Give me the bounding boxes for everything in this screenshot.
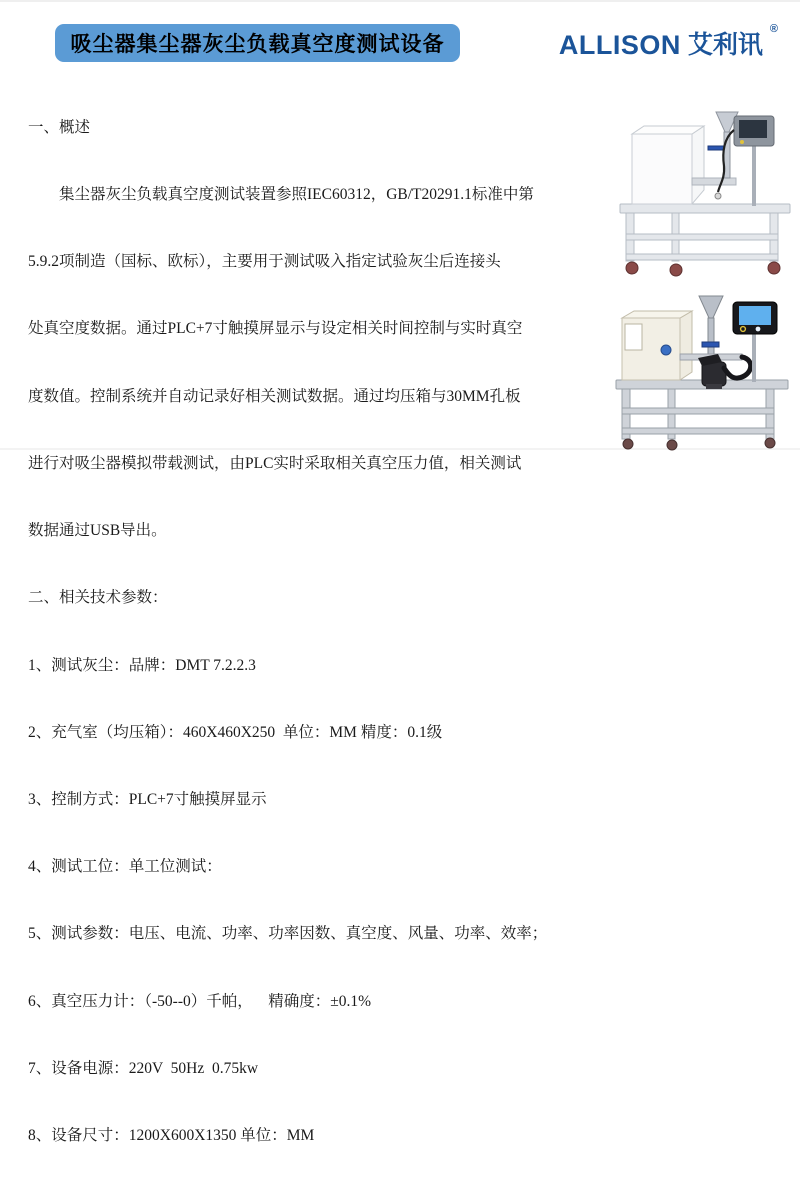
overview-line: 集尘器灰尘负载真空度测试装置参照IEC60312，GB/T20291.1标准中第 — [59, 186, 534, 204]
spec-item: 7、设备电源：220V 50Hz 0.75kw — [28, 1059, 259, 1077]
spec-item: 1、测试灰尘：品牌：DMT 7.2.2.3 — [28, 656, 256, 674]
test-rig-photo-drawing — [606, 284, 798, 450]
outlet-pipe — [692, 178, 736, 185]
valve-handle — [702, 342, 719, 347]
panel-pole — [752, 334, 756, 382]
control-panel — [734, 116, 774, 146]
table-frame — [616, 380, 788, 439]
spec-item: 3、控制方式：PLC+7寸触摸屏显示 — [28, 791, 267, 808]
pressure-chamber-box — [622, 311, 692, 380]
brand-name-cn: 艾利讯 — [687, 31, 763, 59]
page-title-text: 吸尘器集尘器灰尘负载真空度测试设备 — [70, 32, 445, 56]
spec-item: 6、真空压力计：（-50--0）千帕， 精确度：±0.1% — [28, 992, 372, 1010]
overview-line: 5.9.2项制造（国标、欧标），主要用于测试吸入指定试验灰尘后连接头 — [28, 253, 501, 271]
test-rig-photo-image — [606, 284, 798, 450]
panel-pole — [752, 144, 756, 206]
power-plug — [715, 193, 721, 199]
table-frame — [620, 204, 790, 261]
spec-item: 4、测试工位：单工位测试： — [28, 858, 222, 876]
blue-port — [661, 345, 671, 355]
overview-line: 数据通过USB导出。 — [28, 522, 167, 540]
pressure-chamber-box — [632, 126, 704, 204]
brand-name-en: ALLISON — [558, 30, 681, 60]
spec-item: 2、充气室（均压箱）：460X460X250 单位：MM 精度：0.1级 — [28, 723, 443, 741]
overview-line: 进行对吸尘器模拟带载测试，由PLC实时采取相关真空压力值，相关测试 — [28, 454, 522, 472]
registered-trademark-icon: ® — [769, 23, 778, 35]
overview-line: 度数值。控制系统并自动记录好相关测试数据。通过均压箱与30MM孔板 — [28, 387, 521, 405]
control-panel — [733, 302, 777, 334]
valve-handle — [708, 146, 724, 150]
brand-logo — [558, 23, 778, 64]
spec-text-column — [28, 72, 620, 1192]
spec-item: 8、设备尺寸：1200X600X1350 单位：MM — [28, 1127, 315, 1145]
test-rig-render-image — [612, 86, 798, 280]
overview-heading: 一、概述 — [28, 118, 91, 136]
caster-wheels — [626, 262, 780, 276]
specs-heading: 二、相关技术参数： — [28, 589, 168, 607]
caster-wheels — [623, 438, 775, 450]
page-title — [55, 24, 460, 62]
spec-label-sticker — [625, 324, 642, 350]
test-rig-render-drawing — [612, 86, 798, 280]
overview-line: 处真空度数据。通过PLC+7寸触摸屏显示与设定相关时间控制与实时真空 — [28, 320, 523, 338]
spec-item: 5、测试参数：电压、电流、功率、功率因数、真空度、风量、功率、效率； — [28, 925, 548, 943]
